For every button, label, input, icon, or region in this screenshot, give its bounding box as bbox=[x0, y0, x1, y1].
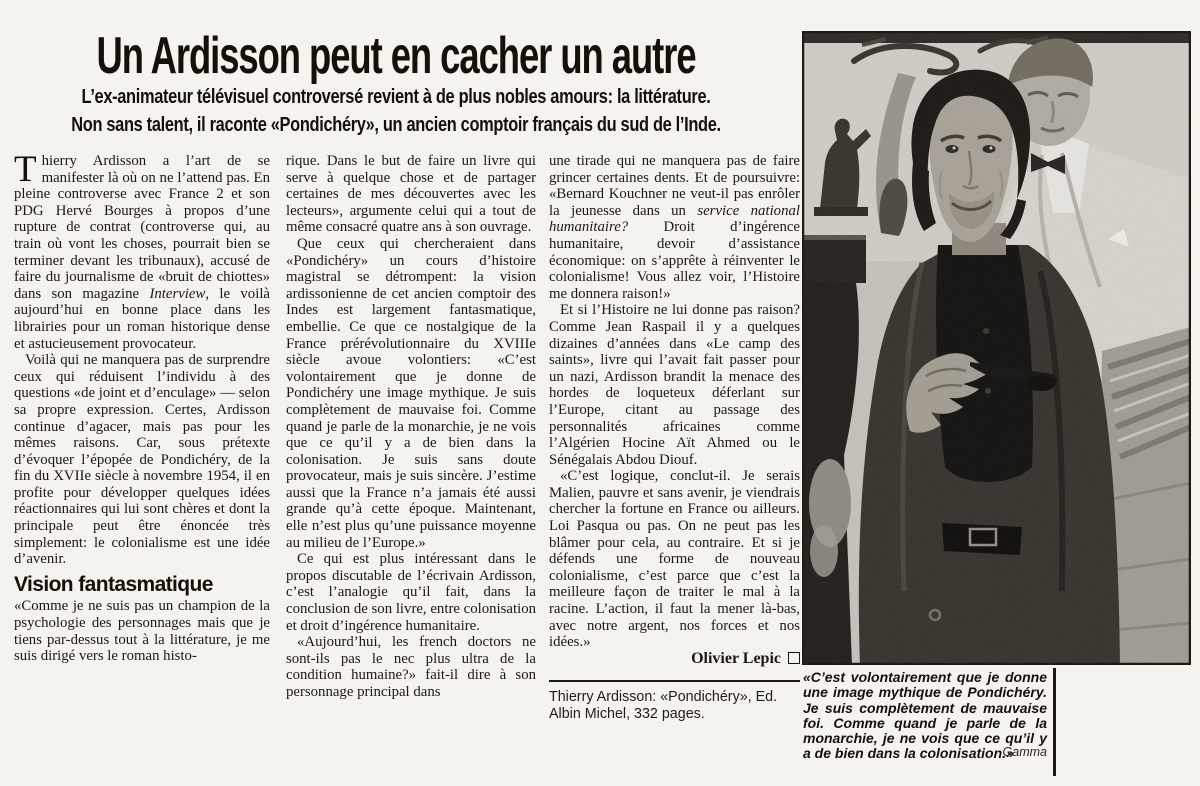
article-paragraph: «Comme je ne suis pas un champion de la psychologie des personnages mais que je tiens par-dessus tout à la littérature, je me suis dirigé vers le roman histo- bbox=[14, 598, 270, 665]
article-column-1 bbox=[14, 153, 270, 786]
paragraph-text: hierry Ardisson a l’art de se manifester là où on ne l’attend pas. En pleine controverse avec France 2 et son PDG Hervé Bourges à propos d’une rupture de contrat (controverse qui, au train où vont les choses, pourrait bien se terminer devant les tribunaux), accusé de faire du journalisme de «bruit de chiottes» dans son magazine bbox=[14, 153, 270, 302]
paragraph-text: Droit d’ingérence humanitaire, devoir d’assistance économique: on s’apprête à réinventer le colonialisme! Vous allez voir, l’Histoire me donnera raison!» bbox=[549, 219, 800, 302]
byline bbox=[549, 651, 800, 668]
article-paragraph bbox=[14, 153, 270, 352]
caption-divider bbox=[1053, 668, 1056, 776]
subtitle-block bbox=[0, 114, 792, 144]
paragraph-text: une tirade qui ne manquera pas de faire grincer certaines dents. Et de poursuivre: «Bernard Kouchner ne veut-il pas enrôler la jeunesse dans un bbox=[549, 153, 800, 219]
byline-author: Olivier Lepic bbox=[691, 649, 781, 667]
article-paragraph: Et si l’Histoire ne lui donne pas raison? Comme Jean Raspail il y a quelques dizaines d’années dans «Le camp des saints», livre qui l’avait fait passer pour un nazi, Ardisson brandit la menace des hordes de loqueteux déferlant sur l’Europe, citant au passage des personnalités africaines comme l’Algérien Hocine Aït Ahmed ou le Sénégalais Abdou Diouf. bbox=[549, 302, 800, 468]
photo-caption-text: «C’est volontairement que je donne une image mythique de Pondichéry. Je suis complètement de mauvaise foi. Comme quand je parle de la monarchie, je ne vois que ce qu’il y a de bien dans la colonisation.» bbox=[803, 669, 1047, 762]
article-paragraph: «Aujourd’hui, les french doctors ne sont-ils pas le nec plus ultra de la condition humaine?» fait-il dire à son personnage principal dans bbox=[286, 634, 536, 700]
article-column-3 bbox=[549, 153, 800, 786]
book-reference: Thierry Ardisson: «Pondichéry», Ed. Albin Michel, 332 pages. bbox=[549, 689, 778, 723]
italic-magazine-name: Interview bbox=[149, 285, 206, 302]
article-body bbox=[14, 153, 800, 786]
headline-block bbox=[0, 26, 792, 88]
subtitle-line-1: L’ex-animateur télévisuel controversé revient à de plus nobles amours: la littérature. bbox=[81, 86, 711, 108]
end-of-article-marker-icon bbox=[788, 652, 800, 664]
italic-phrase: service national humanitaire? bbox=[549, 202, 800, 236]
drop-cap: T bbox=[14, 153, 37, 190]
photo-caption bbox=[803, 670, 1047, 762]
subtitle-block bbox=[0, 86, 792, 116]
article-paragraph: Que ceux qui chercheraient dans «Pondichéry» un cours d’histoire magistral se détrompent: la vision ardissonienne de cet ancien comptoir des Indes est largement fantasmatique, embellie. Ce que ce nostalgique de la France prérévolutionnaire du XVIIIe siècle avoue volontiers: «C’est volontairement que je donne de Pondichéry une image mythique. Je suis complètement de mauvaise foi. Comme quand je parle de la monarchie, je ne vois que ce qu’il y a de bien dans la colonisation. Je suis sans doute provocateur, mais je suis sincère. J’estime aussi que la France n’a jamais été aussi grande qu’à cette époque. Maintenant, elle n’est plus qu’une puissance moyenne au milieu de l’Europe.» bbox=[286, 235, 536, 551]
article-column-2 bbox=[286, 153, 536, 786]
page-title: Un Ardisson peut en cacher un autre bbox=[96, 27, 696, 85]
article-photo bbox=[802, 31, 1191, 665]
paragraph-text: , le voilà aujourd’hui en bonne place dans les librairies pour un roman historique dense et astucieusement provocateur. bbox=[14, 285, 270, 352]
article-paragraph bbox=[549, 153, 800, 302]
article-paragraph: Ce qui est plus intéressant dans le propos discutable de l’écrivain Ardisson, c’est l’analogie qu’il fait, dans la conclusion de son livre, entre colonisation et droit d’ingérence humanitaire. bbox=[286, 551, 536, 634]
article-paragraph: Voilà qui ne manquera pas de surprendre ceux qui réduisent l’individu à des questions «de joint et d’enculage» — selon sa propre expression. Certes, Ardisson continue d’agacer, mais pas pour les mêmes raisons. Car, sous prétexte d’évoquer l’épopée de Pondichéry, de la fin du XVIIe siècle à novembre 1954, il en profite pour développer quelques idées réactionnaires qui lui sont chères et dont la principale peut être énoncée très simplement: le colonialisme est une idée d’avenir. bbox=[14, 352, 270, 568]
book-reference-divider bbox=[549, 680, 800, 682]
article-paragraph: rique. Dans le but de faire un livre qui serve à quelque chose et de partager certaines de mes découvertes avec les lecteurs», argumente celui qui a tout de même consacré quatre ans à son ouvrage. bbox=[286, 153, 536, 236]
section-heading: Vision fantasmatique bbox=[14, 572, 213, 596]
subtitle-line-2: Non sans talent, il raconte «Pondichéry», un ancien comptoir français du sud de l’Inde. bbox=[71, 114, 721, 136]
article-paragraph: «C’est logique, conclut-il. Je serais Malien, pauvre et sans avenir, je viendrais chercher la fortune en France ou ailleurs. Loi Pasqua ou pas. On ne peut pas les blâmer pour cela, au contraire. Et si je défends une forme de nouveau colonialisme, c’est parce que c’est la meilleure façon de traiter le mal à la racine. L’action, il faut la mener là-bas, avec notre argent, nos forces et nos idées.» bbox=[549, 468, 800, 651]
photo-credit: Gamma bbox=[1002, 745, 1047, 760]
